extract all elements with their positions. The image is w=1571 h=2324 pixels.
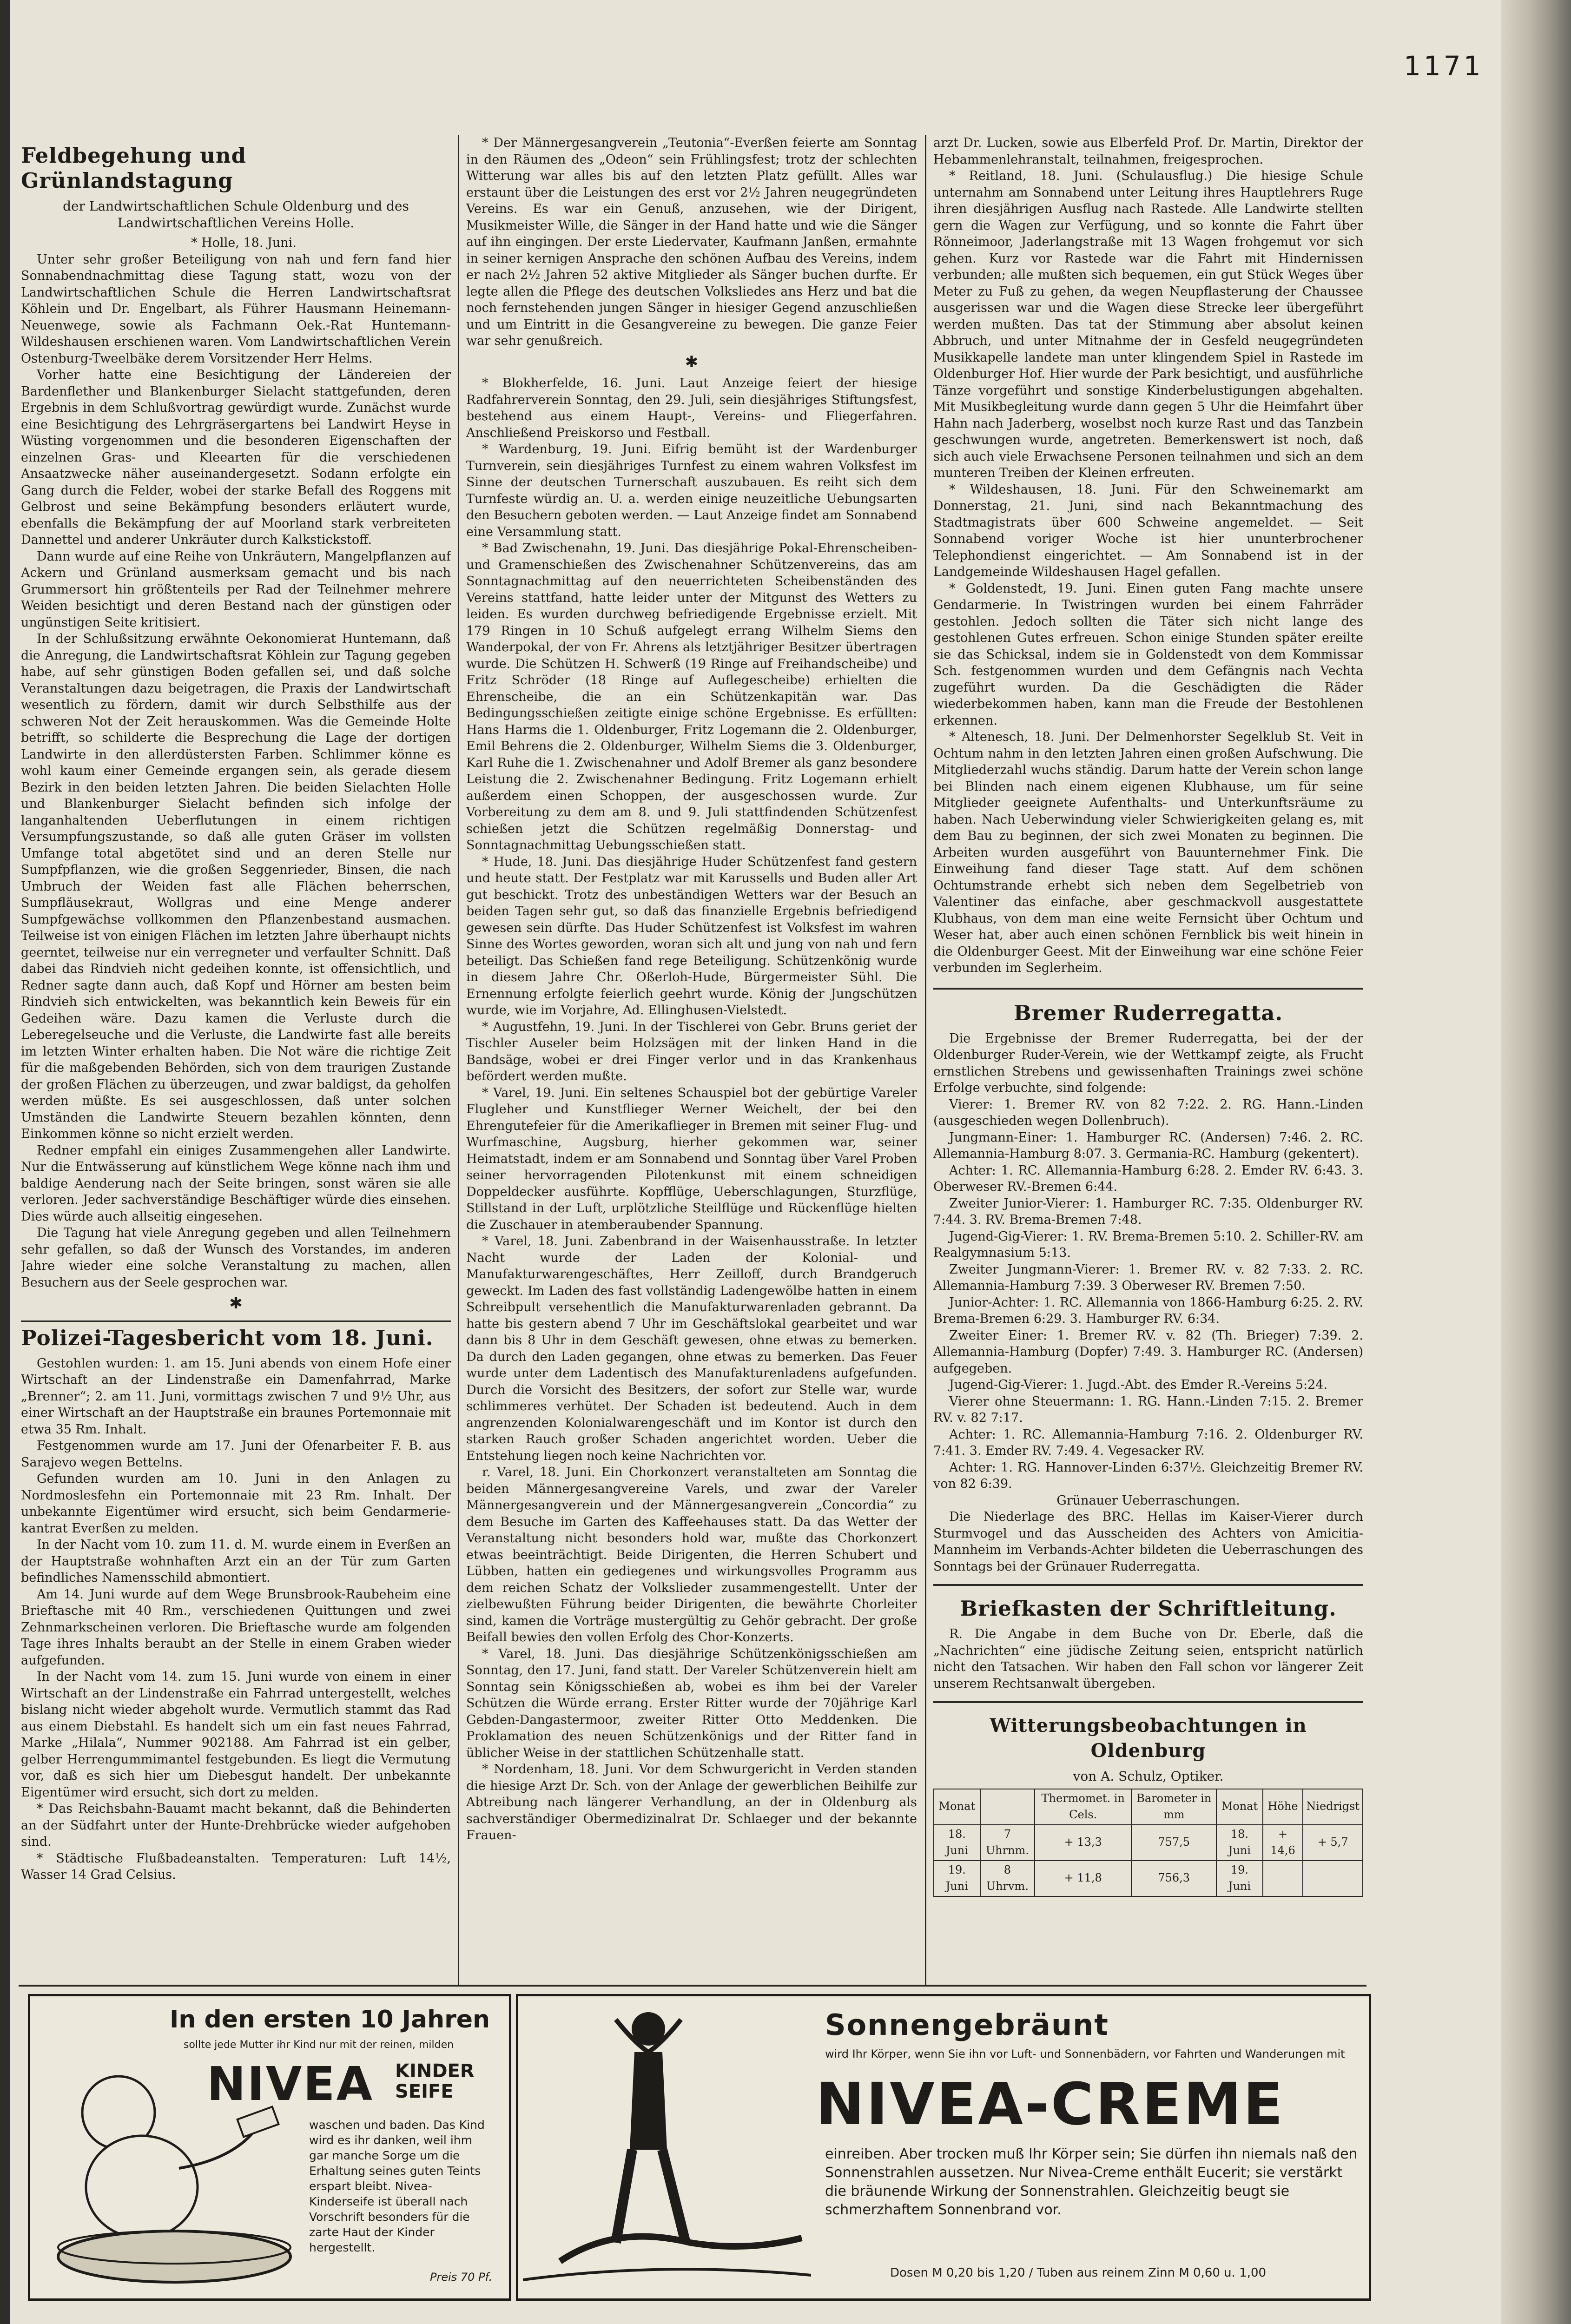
article-title: Polizei-Tagesbericht vom 18. Juni. [21,1320,451,1351]
beach-ground [523,2269,811,2280]
ad-subline: wird Ihr Körper, wenn Sie ihn vor Luft- und Sonnenbädern, vor Fahrten und Wanderungen mit [825,2047,1345,2060]
ad-headline: In den ersten 10 Jahren [170,2006,490,2034]
article-subtitle: der Landwirtschaftlichen Schule Oldenburg und des Landwirtschaftlichen Vereins Holle. [63,198,409,231]
nivea-creme-ad [516,1994,1371,2301]
paragraph: * Blokherfelde, 16. Juni. Laut Anzeige feiert der hiesige Radfahrerverein Sonntag, den 29. Juli, sein diesjähriges Stiftungsfest, bestehend aus einem Haupt-, Vereins- und Fliegerfahren. Anschließend Preiskorso und Festball. [466,376,917,440]
dateline: * Holle, 18. Juni. [191,236,297,250]
regatta-result: Jugend-Gig-Vierer: 1. Jugd.-Abt. des Emder R.-Vereins 5:24. [949,1378,1328,1392]
weather-cell [1303,1861,1363,1896]
regatta-intro: Die Ergebnisse der Bremer Ruderregatta, bei der der Oldenburger Ruder-Verein, wie der Wettkampf zeigte, als Frucht ernstlichen Strebens und gewissenhaften Trainings zwei schöne Erfolge verbuchte, sind folgende: [933,1031,1363,1095]
ad-headline: Sonnengebräunt [825,2008,1109,2042]
regatta-note: Die Niederlage des BRC. Hellas im Kaiser-Vierer durch Sturmvogel und das Ausscheiden des Achters von Amicitia-Mannheim im Verbands-Achter bildeten die Ueberraschungen des Sonntags bei der Grünauer Ruderregatta. [933,1510,1363,1574]
weather-header: Barometer in mm [1131,1789,1216,1825]
weather-title: Witterungsbeobachtungen in Oldenburg [990,1715,1307,1762]
weather-table [933,1789,1363,1897]
regatta-subheading: Grünauer Ueberraschungen. [1056,1493,1240,1508]
weather-row [934,1861,1363,1896]
paragraph: * Das Reichsbahn-Bauamt macht bekannt, daß die Behinderten an der Südfahrt unter der Hunte-Drehbrücke wieder aufgehoben sind. [21,1802,451,1849]
section-star-divider: ✱ [685,352,699,371]
regatta-section [933,988,1363,1575]
weather-cell: 18. Juni [934,1825,980,1861]
reclining-figure [560,2237,802,2261]
weather-header: Höhe [1263,1789,1303,1825]
weather-cell [1263,1861,1303,1896]
column-3 [933,135,1363,1980]
paragraph: * Nordenham, 18. Juni. Vor dem Schwurgericht in Verden standen die hiesige Arzt Dr. Sch. von der Anlage der gewerblichen Beihilfe zur Abtreibung nach längerer Verhandlung, an der in Oldenburg als sachverständiger Obermedizinalrat Dr. Schlaeger und der bekannte Frauen- [466,1762,917,1842]
ad-brand: NIVEA-CREME [816,2071,1285,2138]
regatta-result: Achter: 1. RG. Hannover-Linden 6:37½. Gleichzeitig Bremer RV. von 82 6:39. [933,1460,1363,1491]
paragraph: Am 14. Juni wurde auf dem Wege Brunsbrook-Raubeheim eine Brieftasche mit 40 Rm., verschiedenen Quittungen und zwei Zehnmarkscheinen verloren. Die Brieftasche wurde am folgenden Tage ihres Inhalts beraubt an der Stelle in einem Graben wieder aufgefunden. [21,1587,451,1668]
regatta-result: Jugend-Gig-Vierer: 1. RV. Brema-Bremen 5:10. 2. Schiller-RV. am Realgymnasium 5:13. [933,1229,1363,1260]
ad-price: Dosen M 0,20 bis 1,20 / Tuben aus reinem Zinn M 0,60 u. 1,00 [890,2266,1267,2280]
weather-row [934,1825,1363,1861]
letters-title: Briefkasten der Schriftleitung. [960,1596,1337,1621]
baby-illustration [40,2071,304,2289]
paragraph: * Varel, 18. Juni. Das diesjährige Schützenkönigsschießen am Sonntag, den 17. Juni, fand statt. Der Vareler Schützenverein hielt am Sonntag sein Königsschießen ab, wobei es ihm bei der Vareler Schützen die Würde errang. Erster Ritter wurde der 70jährige Karl Gebden-Dangastermoor, zweiter Ritter Otto Meddenken. Die Proklamation des neuen Schützenkönigs und der Ritter fand in üblicher Weise in der stattlichen Schützenhalle statt. [466,1646,917,1760]
washing-bowl [58,2231,290,2282]
paragraph: * Goldenstedt, 19. Juni. Einen guten Fang machte unsere Gendarmerie. In Twistringen wurden bei einem Fahrräder gestohlen. Jedoch sollten die Täter sich nicht lange des gestohlenen Gutes erfreuen. Schon einige Stunden später ereilte sie das Schicksal, indem sie in Goldenstedt von dem Kommissar Sch. festgenommen wurden und dem Gefängnis nach Vechta zugeführt wurden. Da die Geschädigten die Räder wiederbekommen haben, kann man die Freude der Bestohlenen erkennen. [933,581,1363,728]
regatta-result: Vierer: 1. Bremer RV. von 82 7:22. 2. RG. Hann.-Linden (ausgeschieden wegen Dollenbruch). [933,1097,1363,1128]
weather-section [933,1701,1363,1897]
ad-body: waschen und baden. Das Kind wird es ihr danken, weil ihm gar manche Sorge um die Erhaltung seines guten Teints erspart bleibt. Nivea-Kinderseife ist überall nach Vorschrift besonders für die zarte Haut der Kinder hergestellt. [309,2118,485,2254]
nivea-kinderseife-ad [28,1994,511,2301]
paragraph: Vorher hatte eine Besichtigung der Ländereien der Bardenflether und Blankenburger Sielacht stattgefunden, deren Ergebnis in dem Schlußvortrag gewürdigt wurde. Zunächst wurde eine Besichtigung des Lehrgräsergartens bei Landwirt Heyse in Wüsting vorgenommen und die besonderen Eigenschaften der einzelnen Gras- und Kleearten für die verschiedenen Ansaatzwecke näher auseinandergesetzt. Sodann erfolgte ein Gang durch die Felder, wobei der starke Befall des Roggens mit Gelbrost und seine Bekämpfung besonders erläutert wurde, ebenfalls die Bekämpfung der auf Moorland stark verbreiteten Dannettel und anderer Unkräuter durch Kalkstickstoff. [21,368,451,547]
regatta-result: Zweiter Junior-Vierer: 1. Hamburger RC. 7:35. Oldenburger RV. 7:44. 3. RV. Brema-Bremen 7:48. [933,1196,1363,1227]
weather-header: Monat [1216,1789,1263,1825]
paragraph: arzt Dr. Lucken, sowie aus Elberfeld Prof. Dr. Martin, Direktor der Hebammenlehranstalt, teilnahmen, freigesprochen. [933,136,1363,167]
paragraph: Gestohlen wurden: 1. am 15. Juni abends von einem Hofe einer Wirtschaft an der Lindenstraße ein Damenfahrrad, Marke „Brenner“; 2. am 11. Juni, vormittags zwischen 7 und 9½ Uhr, aus einer Wirtschaft an der Hauptstraße ein braunes Portemonnaie mit etwa 35 Rm. Inhalt. [21,1356,451,1437]
weather-header: Niedrigst [1303,1789,1363,1825]
paragraph: In der Schlußsitzung erwähnte Oekonomierat Huntemann, daß die Anregung, die Landwirtschaftsrat Köhlein zur Tagung gegeben habe, auf sehr günstigen Boden gefallen sei, und daß solche Veranstaltungen dazu beigetragen, die Praxis der Landwirtschaft wesentlich zu fördern, damit wir durch Selbsthilfe aus der schweren Not der Zeit herauskommen. Was die Gemeinde Holte betrifft, so schilderte die Besprechung die Lage der dortigen Landwirte in den allerdüstersten Farben. Schlimmer könne es wohl kaum einer Gemeinde ergangen sein, als gerade diesem Bezirk in den beiden letzten Jahren. Die beiden Sielachten Holle und Blankenburger Sielacht befinden sich infolge der langanhaltenden Ueberflutungen in einem richtigen Versumpfungszustande, so daß alle guten Gräser im vollsten Umfange total abgetötet sind und an deren Stelle nur Sumpfpflanzen, wie die großen Seggenrieder, Binsen, die nach Umbruch der Weiden fast alle Flächen beherrschen, Sumpfläusekraut, Wollgras und eine Menge anderer Sumpfgewächse vollkommen den Pflanzenbestand ausmachen. Teilweise ist von einigen Flächen im letzten Jahre überhaupt nichts geerntet, teilweise nur ein verregneter und verfaulter Schnitt. Daß dabei das Rindvieh nicht gedeihen konnte, ist offensichtlich, und Redner sagte dann auch, daß Kopf und Hörner am besten beim Rindvieh sich entwickelten, was bekanntlich kein Beweis für ein Gedeihen wäre. Dazu kamen die Verluste durch die Leberegelseuche und die Verluste, die Landwirte fast alle bereits im letzten Winter erhalten haben. Die Not wäre die richtige Zeit für die maßgebenden Behörden, sich von dem traurigen Zustande der großen Flächen zu überzeugen, und zwar baldigst, da geholfen werden müßte. Es sei ausgeschlossen, daß unter solchen Umständen die Landwirte Steuern bezahlen könnten, denn Einkommen könne so nicht erzielt werden. [21,632,451,1141]
weather-cell: 18. Juni [1216,1825,1263,1861]
paragraph: * Bad Zwischenahn, 19. Juni. Das diesjährige Pokal-Ehrenscheiben- und Gramenschießen des Zwischenahner Schützenvereins, das am Sonntagnachmittag auf den neuerrichteten Scheibenständen des Vereins stattfand, hatte leider unter der Mitgunst des Wetters zu leiden. Es wurden durchweg befriedigende Ergebnisse erzielt. Mit 179 Ringen in 10 Schuß aufgelegt errang Wilhelm Siems den Wanderpokal, der von Fr. Ahrens als letztjähriger Besitzer übertragen wurde. Die Schützen H. Schwerß (19 Ringe auf Freihandscheibe) und Fritz Schröder (18 Ringe auf Auflegescheibe) erhielten die Ehrenscheibe, die an ein Schützenkapitän war. Das Bedingungsschießen zeitigte einige schöne Ergebnisse. Es erfüllten: Hans Harms die 1. Oldenburger, Fritz Logemann die 2. Oldenburger, Emil Behrens die 2. Oldenburger, Wilhelm Siems die 3. Oldenburger, Karl Ruhe die 1. Zwischenahner und Adolf Bremer als ganz besondere Leistung die 2. Zwischenahner Bedingung. Fritz Logemann erhielt außerdem einen Schoppen, der ausgeschossen wurde. Zur Vorbereitung zu dem am 8. und 9. Juli stattfindenden Schützenfest schießen jetzt die Schützen regelmäßig Donnerstag- und Sonntagnachmittag Uebungsschießen statt. [466,541,917,852]
weather-cell: 8 Uhrvm. [980,1861,1035,1896]
paragraph: * Varel, 18. Juni. Zabenbrand in der Waisenhausstraße. In letzter Nacht wurde der Laden der Kolonial- und Manufakturwarengeschäftes, Herr Zeilloff, durch Brandgeruch geweckt. Im Laden des fast vollständig Ladengewölbe hatten in einem Schreibpult versehentlich die Manufakturwarenladen gebrannt. Da hatte bis gestern abend 7 Uhr im Geschäftslokal gearbeitet und war dann bis 8 Uhr in dem Geschäft gewesen, ohne etwas zu bemerken. Da durch den Laden gegangen, ohne etwas zu bemerken. Das Feuer wurde unter dem Ladentisch des Manufakturenladens aufgefunden. Durch die Vorsicht des Besitzers, der sofort zur Stelle war, wurde schlimmeres verhütet. Der Schaden ist bedeutend. Auch in dem angrenzenden Kolonialwarengeschäft und im Kontor ist durch den starken Rauch großer Schaden angerichtet worden. Ueber die Entstehung liegen noch keine Nachrichten vor. [466,1234,917,1463]
paragraph: * Städtische Flußbadeanstalten. Temperaturen: Luft 14½, Wasser 14 Grad Celsius. [21,1851,451,1882]
weather-cell: 756,3 [1131,1861,1216,1896]
regatta-result: Zweiter Einer: 1. Bremer RV. v. 82 (Th. Brieger) 7:39. 2. Allemannia-Hamburg (Dopfer) 7:49. 3. Hamburger RC. (Andersen) aufgegeben. [933,1328,1363,1376]
ad-subline: sollte jede Mutter ihr Kind nur mit der reinen, milden [184,2039,454,2051]
paragraph: * Altenesch, 18. Juni. Der Delmenhorster Segelklub St. Veit in Ochtum nahm in den letzten Jahren einen großen Aufschwung. Die Mitgliederzahl wuchs ständig. Darum hatte der Verein schon lange bei Blinden nach einem eigenen Klubhause, um für seine Mitglieder geeignete Aufenthalts- und Unterkunftsräume zu haben. Nach Ueberwindung vieler Schwierigkeiten gelang es, mit dem Bau zu beginnen, der sich zwei Monaten zu beginnen. Die Arbeiten wurden ausgeführt von Bauunternehmer Fink. Die Einweihung fand dieser Tage statt. Auf dem schönen Ochtumstrande erhebt sich neben dem Segelbetrieb von Valentiner das einfache, aber geschmackvoll ausgestattete Klubhaus, von dem man eine weite Fernsicht über Ochtum und Weser hat, aber auch einen schönen Fernblick bis weit hinein in die Oldenburger Geest. Mit der Einweihung war eine schöne Feier verbunden im Seglerheim. [933,730,1363,975]
paragraph: * Reitland, 18. Juni. (Schulausflug.) Die hiesige Schule unternahm am Sonnabend unter Leitung ihres Hauptlehrers Ruge ihren diesjährigen Ausflug nach Rastede. Alle Landwirte stellten gern die Wagen zur Verfügung, und so konnte die Fahrt über Rönneimoor, Jaderlangstraße mit 13 Wagen frohgemut vor sich gehen. Kurz vor Rastede war die Fahrt mit Hindernissen verbunden; alle mußten sich bequemen, ein gut Stück Weges über Meter zu Fuß zu gehen, da wegen Neupflasterung der Chaussee ausgerissen war und die Wagen diese Strecke leer übergeführt werden mußten. Das tat der Stimmung aber absolut keinen Abbruch, und unter Mitnahme der in Gesfeld neugegründeten Musikkapelle landete man unter klingendem Spiel in Rastede im Oldenburger Hof. Hier wurde der Park besichtigt, und ausführliche Tänze vorgeführt und sonstige Kinderbelustigungen abgehalten. Mit Musikbegleitung wurde dann gegen 5 Uhr die Heimfahrt über Hahn nach Jaderberg, woselbst noch kurze Rast und das Tanzbein geschwungen wurde, angetreten. Bemerkenswert ist noch, daß sich auch viele Erwachsene Personen teilnahmen und sich an dem munteren Treiben der Kleinen erfreuten. [933,169,1363,480]
weather-cell: 19. Juni [1216,1861,1263,1896]
paragraph: Festgenommen wurde am 17. Juni der Ofenarbeiter F. B. aus Sarajevo wegen Bettelns. [21,1439,451,1470]
ad-price: Preis 70 Pf. [430,2271,493,2284]
paragraph: * Wardenburg, 19. Juni. Eifrig bemüht ist der Wardenburger Turnverein, sein diesjähriges Turnfest zu einem wahren Volksfest im Sinne der deutschen Turnerschaft auszubauen. Es reiht sich dem Turnfeste würdig an. U. a. werden einige neuzeitliche Uebungsarten den Besuchern geboten werden. — Laut Anzeige findet am Sonnabend eine Versammlung statt. [466,442,917,539]
weather-header: Thermomet. in Cels. [1035,1789,1131,1825]
weather-cell: 7 Uhrnm. [980,1825,1035,1861]
weather-header: Monat [934,1789,980,1825]
baby-body [86,2136,198,2238]
ad-brand-seife: SEIFE [395,2081,454,2102]
paragraph: Redner empfahl ein einiges Zusammengehen aller Landwirte. Nur die Entwässerung auf künstlichem Wege könne nach ihm und baldige Aenderung nach der Seite bringen, sonst wären sie alle verloren. Jeder sachverständige Beschäftiger würde dies einsehen. Dies würde auch allseitig eingesehen. [21,1143,451,1224]
regatta-result: Achter: 1. RC. Allemannia-Hamburg 6:28. 2. Emder RV. 6:43. 3. Oberweser RV.-Bremen 6:44. [933,1163,1363,1194]
paragraph: * Hude, 18. Juni. Das diesjährige Huder Schützenfest fand gestern und heute statt. Der Festplatz war mit Karussells und Buden aller Art gut beschickt. Trotz des unbeständigen Wetters war der Besuch an beiden Tagen sehr gut, so daß das finanzielle Ergebnis befriedigend gewesen sein dürfte. Das Huder Schützenfest ist Volksfest im wahren Sinne des Wortes geworden, woran sich alt und jung von nah und fern beteiligt. Das Schießen fand rege Beteiligung. Schützenkönig wurde in diesem Jahre Chr. Oßerloh-Hude, Bürgermeister Sühl. Die Ernennung erfolgte feierlich geehrt wurde. König der Jungschützen wurde, wie im Vorjahre, Ad. Ellinghusen-Vielstedt. [466,854,917,1017]
weather-cell: + 11,8 [1035,1861,1131,1896]
regatta-result: Jungmann-Einer: 1. Hamburger RC. (Andersen) 7:46. 2. RC. Allemannia-Hamburg 8:07. 3. Germania-RC. Hamburg (gekentert). [933,1130,1363,1161]
regatta-result: Vierer ohne Steuermann: 1. RG. Hann.-Linden 7:15. 2. Bremer RV. v. 82 7:17. [933,1394,1363,1425]
weather-cell: + 5,7 [1303,1825,1363,1861]
paragraph: Dann wurde auf eine Reihe von Unkräutern, Mangelpflanzen auf Ackern und Grünland ausmerksam gemacht und bis nach Grummersort hin größtenteils per Rad der Teilnehmer mehrere Weiden besichtigt und deren Bestand nach der günstigen oder ungünstigen Seite kritisiert. [21,549,451,630]
regatta-result: Zweiter Jungmann-Vierer: 1. Bremer RV. v. 82 7:33. 2. RC. Allemannia-Hamburg 7:39. 3 Oberweser RV. Bremen 7:50. [933,1262,1363,1293]
paragraph: Gefunden wurden am 10. Juni in den Anlagen zu Nordmoslesfehn ein Portemonnaie mit 23 Rm. Inhalt. Der unbekannte Eigentümer wird ersucht, sich beim Gendarmerie-kantrat Everßen zu melden. [21,1472,451,1536]
paragraph: Die Tagung hat viele Anregung gegeben und allen Teilnehmern sehr gefallen, so daß der Wunsch des Vorstandes, im anderen Jahre wieder eine solche Veranstaltung zu machen, allen Besuchern aus der Seele gesprochen war. [21,1226,451,1290]
paragraph: * Wildeshausen, 18. Juni. Für den Schweinemarkt am Donnerstag, 21. Juni, sind nach Bekanntmachung des Stadtmagistrats über 600 Schweine angemeldet. — Seit Sonnabend voriger Woche ist hier ununterbrochener Telephondienst eingerichtet. — Am Sonnabend ist in der Landgemeinde Wildeshausen Hagel gefallen. [933,482,1363,579]
ad-body: einreiben. Aber trocken muß Ihr Körper sein; Sie dürfen ihn niemals naß den Sonnenstrahlen aussetzen. Nur Nivea-Creme enthält Eucerit; sie verstärkt die bräunende Wirkung der Sonnenstrahlen. Gleichzeitig beugt sie schmerzhaftem Sonnenbrand vor. [825,2146,1358,2218]
regatta-title: Bremer Ruderregatta. [1013,1000,1283,1025]
paragraph: r. Varel, 18. Juni. Ein Chorkonzert veranstalteten am Sonntag die beiden Männergesangvereine Varels, und zwar der Vareler Männergesangverein und der Männergesangverein „Concordia“ zu dem Besuche im Garten des Kaffeehauses statt. Da das Wetter der Veranstaltung nicht besonders hold war, mußte das Chorkonzert etwas beeinträchtigt. Beide Dirigenten, die Herren Schubert und Lübben, hatten ein gediegenes und wirkungsvolles Programm aus dem reichen Schatz der Volkslieder zusammengestellt. Unter der zielbewußten Führung beider Dirigenten, die bewährte Chorleiter sind, kamen die Vorträge mustergültig zu Gehör gebracht. Der große Beifall bewies den vollen Erfolg des Chor-Konzerts. [466,1465,917,1644]
weather-header-row [934,1789,1363,1825]
scan-edge-right [1501,0,1571,2324]
article-title: Feldbegehung und Grünlandstagung [21,143,247,193]
column-2 [466,135,917,1980]
weather-cell: 757,5 [1131,1825,1216,1861]
column-rule [925,135,926,1985]
ad-brand: NIVEA [207,2057,374,2111]
paragraph: * Der Männergesangverein „Teutonia“-Everßen feierte am Sonntag in den Räumen des „Odeon“ sein Frühlingsfest; trotz der schlechten Witterung war alles bis auf den letzten Platz gefüllt. Alles war erstaunt über die Leistungen des erst vor 2½ Jahren neugegründeten Vereins. Es war ein Genuß, anzusehen, wie der Dirigent, Musikmeister Wille, die Sänger in der Hand hatte und wie die Sänger auf ihn eingingen. Der erste Liedervater, Kaufmann Janßen, ermahnte in seiner kernigen Ansprache den schönen Aufbau des Vereins, indem er nach 2½ Jahren 52 aktive Mitglieder als Sänger buchen durfte. Er legte allen die Pflege des deutschen Volksliedes ans Herz und bat die noch fernstehenden jungen Sänger in hiesiger Gegend anzuschließen und um Eintritt in die Gesangvereine zu bewegen. Die ganze Feier war sehr genußreich. [466,136,917,348]
weather-cell: + 14,6 [1263,1825,1303,1861]
weather-header [980,1789,1035,1825]
paragraph: * Augustfehn, 19. Juni. In der Tischlerei von Gebr. Bruns geriet der Tischler Auseler beim Holzsägen mit der linken Hand in die Bandsäge, wobei er drei Finger verlor und in das Krankenhaus befördert werden mußte. [466,1019,917,1083]
soap-bar [238,2107,279,2137]
section-star-divider: ✱ [229,1294,243,1313]
weather-cell: 19. Juni [934,1861,980,1896]
paragraph: Unter sehr großer Beteiligung von nah und fern fand hier Sonnabendnachmittag diese Tagung statt, wozu von der Landwirtschaftlichen Schule die Herren Landwirtschaftsrat Köhlein und Dr. Engelbart, als Führer Hausmann Heinemann-Neuenwege, sowie als Fachmann Oek.-Rat Huntemann-Wildeshausen erschienen waren. Vom Landwirtschaftlichen Verein Ostenburg-Tweelbäke derem Vorsitzender Herr Helms. [21,252,451,366]
column-rule [458,135,459,1985]
ad-separator-rule [19,1985,1366,1987]
letters-text: R. Die Angabe in dem Buche von Dr. Eberle, daß die „Nachrichten“ eine jüdische Zeitung seien, entspricht natürlich nicht den Tatsachen. Wir haben den Fall schon vor längerer Zeit unserem Rechtsanwalt übergeben. [933,1627,1363,1691]
letters-section [933,1584,1363,1692]
woman-body [630,2052,667,2150]
paragraph: * Varel, 19. Juni. Ein seltenes Schauspiel bot der gebürtige Vareler Flugleher und Kunstflieger Werner Weichelt, der bei den Ehrengutefeier für die Amerikaflieger in Bremen mit seiner Flug- und Wurfmaschine, Augsburg, hierher gekommen war, seiner Heimatstadt, indem er am Sonnabend und Sonntag über Varel Proben seiner hervorragenden Pilotenkunst mit einem schneidigen Doppeldecker ausführte. Kopfflüge, Ueberschlagungen, Sturzflüge, Stillstand in der Luft, urplötzliche Steilflüge und Rückenflüge hielten die Zuschauer in atemberaubender Spannung. [466,1085,917,1232]
ad-brand-kinder: KINDER [395,2060,475,2082]
paragraph: In der Nacht vom 10. zum 11. d. M. wurde einem in Everßen an der Hauptstraße wohnhaften Arzt ein an der Tür zum Garten befindliches Namensschild abmontiert. [21,1538,451,1585]
scan-edge-left [0,0,10,2324]
weather-cell: + 13,3 [1035,1825,1131,1861]
page-number: 1171 [1404,50,1484,82]
column-1 [21,135,451,1980]
paragraph: In der Nacht vom 14. zum 15. Juni wurde von einem in einer Wirtschaft an der Lindenstraße ein Fahrrad untergestellt, welches bislang nicht wieder abgeholt wurde. Vermutlich stammt das Rad aus einem Diebstahl. Es handelt sich um ein fast neues Fahrrad, Marke „Hilala“, Nummer 902188. Am Fahrrad ist ein gelber, gelber Herrengummimantel festgebunden. Es liegt die Vermutung vor, daß es sich hier um Diebesgut handelt. Der unbekannte Eigentümer wird ersucht, sich dort zu melden. [21,1670,451,1800]
regatta-result: Junior-Achter: 1. RC. Allemannia von 1866-Hamburg 6:25. 2. RV. Brema-Bremen 6:29. 3. Hamburger RV. 6:34. [933,1295,1363,1326]
woman-legs [616,2150,686,2243]
weather-byline: von A. Schulz, Optiker. [1073,1769,1224,1784]
regatta-result: Achter: 1. RC. Allemannia-Hamburg 7:16. 2. Oldenburger RV. 7:41. 3. Emder RV. 7:49. 4. Vegesacker RV. [933,1427,1363,1458]
woman-sunbathing-illustration [523,2001,811,2294]
